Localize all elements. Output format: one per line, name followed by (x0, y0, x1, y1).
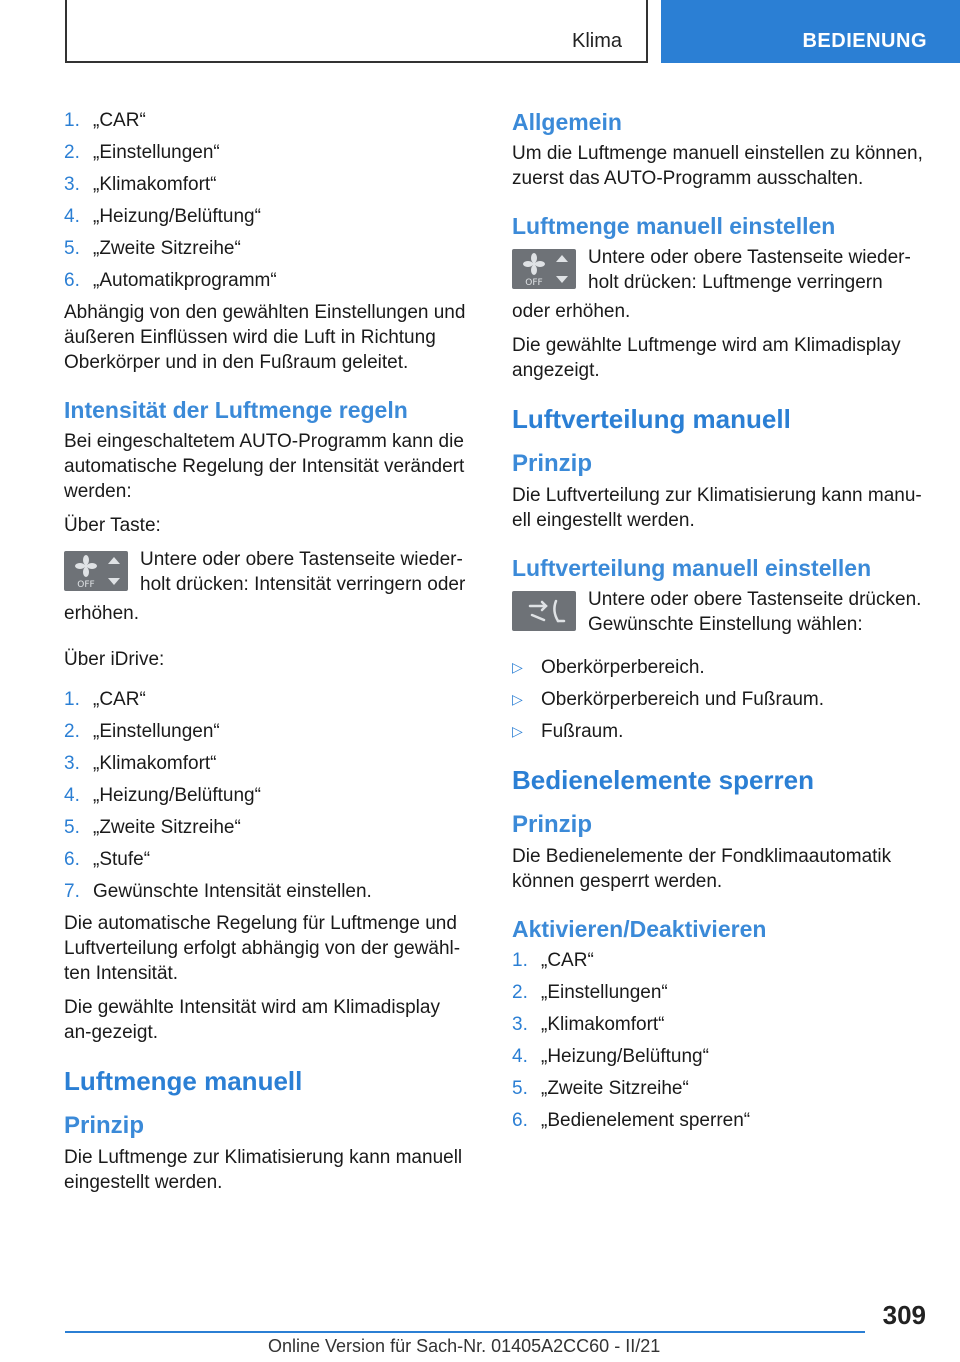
icon-row: Untere oder obere Tastenseite drücken. Gewünschte Einstellung wählen: (512, 587, 930, 637)
header-chapter-title: BEDIENUNG (802, 30, 927, 52)
list-item: ▷ Oberkörperbereich. (512, 657, 705, 678)
footer-divider (65, 1331, 865, 1333)
paragraph: oder erhöhen. (512, 301, 631, 322)
left-column (64, 108, 472, 1204)
list-item: 3. „Klimakomfort“ (64, 753, 217, 774)
list-item: 4. „Heizung/Belüftung“ (64, 206, 261, 227)
distribution-options-list (512, 655, 930, 744)
page-number: 309 (882, 1300, 926, 1330)
paragraph: Um die Luftmenge manuell einstellen zu können, zuerst das AUTO-Programm ausschalten. (512, 143, 923, 189)
list-item: 3. „Klimakomfort“ (64, 174, 217, 195)
list-item: 6. „Bedienelement sperren“ (512, 1110, 751, 1131)
list-item: ▷ Oberkörperbereich und Fußraum. (512, 689, 825, 710)
list-item: 5. „Zweite Sitzreihe“ (64, 817, 241, 838)
list-item: 7. Gewünschte Intensität einstellen. (64, 881, 372, 902)
icon-row: OFF Untere oder obere Tastenseite wieder-holt drücken: Luftmenge verringern (512, 245, 930, 295)
paragraph: Die automatische Regelung für Luftmenge und Luftverteilung erfolgt abhängig von der gewähl-ten Intensität. (64, 913, 461, 984)
heading-set-airflow: Luftmenge manuell einstellen (512, 213, 836, 239)
heading-general: Allgemein (512, 109, 622, 135)
header-chapter-box (661, 0, 960, 63)
list-item: 3. „Klimakomfort“ (512, 1014, 665, 1035)
heading-principle: Prinzip (512, 450, 593, 477)
heading-airflow-manual: Luftmenge manuell (64, 1066, 303, 1096)
list-item: 6. „Stufe“ (64, 849, 151, 870)
triangle-bullet-icon: ▷ (512, 723, 523, 739)
fan-off-updown-icon (512, 249, 576, 289)
paragraph: Über Taste: (64, 515, 161, 536)
steps-list-1 (64, 108, 472, 293)
paragraph: Die gewählte Intensität wird am Klimadisplay an-gezeigt. (64, 997, 440, 1043)
footer-text: Online Version für Sach-Nr. 01405A2CC60 - II/21 (268, 1336, 661, 1356)
paragraph: Die gewählte Luftmenge wird am Klimadisplay angezeigt. (512, 335, 901, 381)
heading-lock-controls: Bedienelemente sperren (512, 765, 815, 795)
list-item: ▷ Fußraum. (512, 721, 624, 742)
heading-principle: Prinzip (64, 1112, 145, 1139)
paragraph: Bei eingeschaltetem AUTO-Programm kann die automatische Regelung der Intensität verändert werden: (64, 431, 465, 502)
air-distribution-icon (512, 591, 576, 631)
paragraph: Abhängig von den gewählten Einstellungen und äußeren Einflüssen wird die Luft in Richtung Oberkörper und in den Fußraum geleitet. (64, 302, 466, 373)
list-item: 6. „Automatikprogramm“ (64, 270, 277, 291)
paragraph: Die Luftverteilung zur Klimatisierung kann manu-ell eingestellt werden. (512, 485, 922, 531)
steps-list-2 (64, 687, 472, 904)
triangle-bullet-icon: ▷ (512, 691, 523, 707)
paragraph: erhöhen. (64, 603, 140, 624)
paragraph: Über iDrive: (64, 649, 165, 670)
list-item: 1. „CAR“ (512, 950, 594, 971)
off-label: OFF (525, 278, 543, 288)
heading-intensity: Intensität der Luftmenge regeln (64, 397, 408, 423)
fan-off-updown-icon (64, 551, 128, 591)
heading-distribution-manual: Luftverteilung manuell (512, 404, 791, 434)
steps-list-3 (512, 948, 930, 1133)
list-item: 1. „CAR“ (64, 689, 146, 710)
list-item: 1. „CAR“ (64, 110, 146, 131)
paragraph: Die Bedienelemente der Fondklimaautomatik können gesperrt werden. (512, 846, 892, 892)
list-item: 2. „Einstellungen“ (64, 142, 220, 163)
heading-set-distribution: Luftverteilung manuell einstellen (512, 555, 872, 581)
off-label: OFF (77, 580, 95, 590)
heading-activate: Aktivieren/Deaktivieren (512, 916, 767, 942)
list-item: 5. „Zweite Sitzreihe“ (64, 238, 241, 259)
list-item: 2. „Einstellungen“ (512, 982, 668, 1003)
triangle-bullet-icon: ▷ (512, 659, 523, 675)
right-column (512, 108, 930, 1140)
list-item: 2. „Einstellungen“ (64, 721, 220, 742)
heading-principle: Prinzip (512, 811, 593, 838)
header-section-box (65, 0, 648, 63)
icon-row: OFF Untere oder obere Tastenseite wieder-holt drücken: Intensität verringern oder (64, 547, 472, 597)
list-item: 4. „Heizung/Belüftung“ (64, 785, 261, 806)
header-section-title: Klima (571, 30, 622, 52)
list-item: 4. „Heizung/Belüftung“ (512, 1046, 709, 1067)
list-item: 5. „Zweite Sitzreihe“ (512, 1078, 689, 1099)
paragraph: Die Luftmenge zur Klimatisierung kann manuell eingestellt werden. (64, 1147, 463, 1193)
